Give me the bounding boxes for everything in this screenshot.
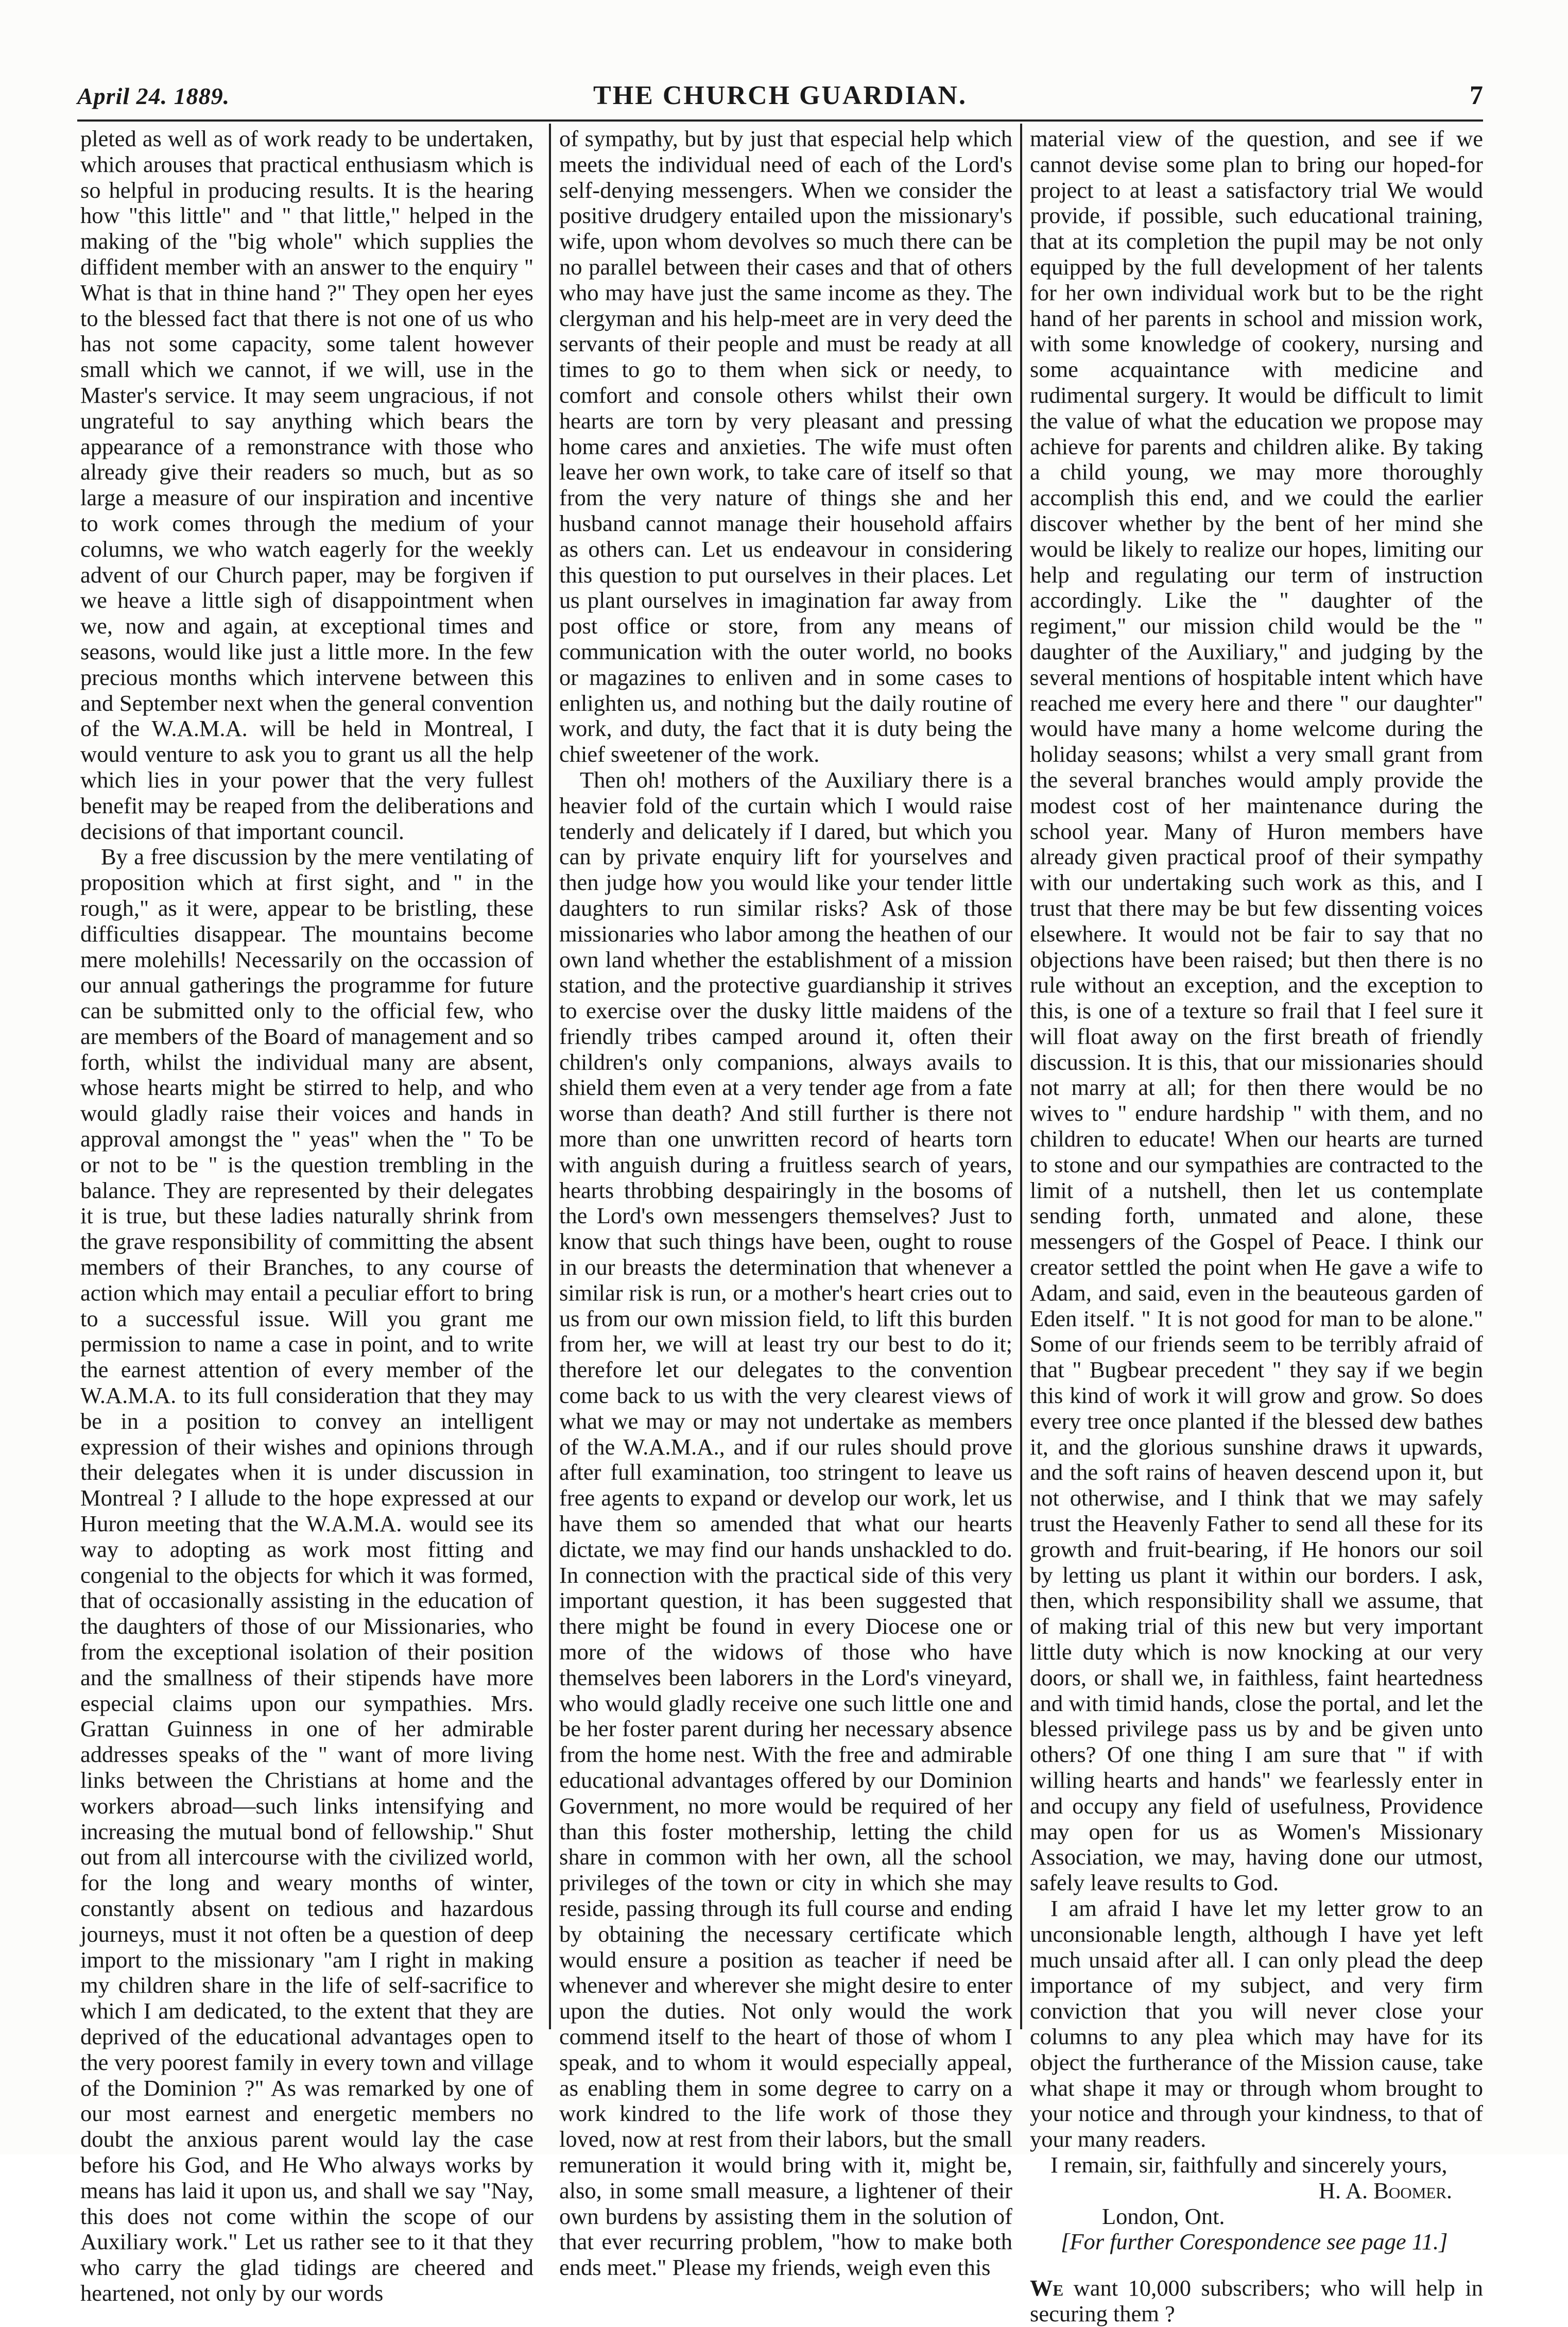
paragraph: I am afraid I have let my letter grow to an unconsionable length, although I have yet left much unsaid after all. I can only plead the deep importance of my subject, and very firm conviction that you will never close your columns to any plea which may have for its object the furtherance of the Mission cause, take what shape it may or through whom brought to your notice and through your kindness, to that of your many readers.: [1030, 1895, 1483, 2152]
subscriber-appeal-text: want 10,000 subscribers; who will help in securing them ?: [1030, 2275, 1483, 2326]
subscriber-appeal: [1030, 2275, 1483, 2327]
column-divider-2: [1020, 124, 1022, 2029]
header-rule: [77, 119, 1483, 122]
article-column-1: [80, 126, 533, 2306]
paragraph: material view of the question, and see if we cannot devise some plan to bring our hoped-for project to at least a satisfactory trial We would provide, if possible, such educational training, that at its completion the pupil may be not only equipped by the full development of her talents for her own individual work but to be the right hand of her parents in school and mission work, with some knowledge of cookery, nursing and some acquaintance with medicine and rudimental surgery. It would be difficult to limit the value of what the education we propose may achieve for parents and children alike. By taking a child young, we may more thoroughly accomplish this end, and we could the earlier discover whether by the bent of her mind she would be likely to realize our hopes, limiting our help and regulating our term of instruction accordingly. Like the " daughter of the regiment," our mission child would be the " daughter of the Auxiliary," and judging by the several mentions of hospitable intent which have reached me every here and there " our daughter" would have many a home welcome during the holiday seasons; whilst a very small grant from the several branches would amply provide the modest cost of her maintenance during the school year. Many of Huron members have already given practical proof of their sympathy with our undertaking such work as this, and I trust that there may be but few dissenting voices elsewhere. It would not be fair to say that no objections have been raised; but then there is no rule without an exception, and the exception to this, is one of a texture so frail that I feel sure it will float away on the first breath of friendly discussion. It is this, that our missionaries should not marry at all; for then there would be no wives to " endure hardship " with them, and no children to educate! When our hearts are turned to stone and our sympathies are contracted to the limit of a nutshell, then let us contemplate sending forth, unmated and alone, these messengers of the Gospel of Peace. I think our creator settled the point when He gave a wife to Adam, and said, even in the beauteous garden of Eden itself. " It is not good for man to be alone." Some of our friends seem to be terribly afraid of that " Bugbear precedent " they say if we begin this kind of work it will grow and grow. So does every tree once planted if the blessed dew bathes it, and the glorious sunshine draws it upwards, and the soft rains of heaven descend upon it, but not otherwise, and I think that we may safely trust the Heavenly Father to send all these for its growth and fruit-bearing, if He honors our soil by letting us plant it within our borders. I ask, then, which responsibility shall we assume, that of making trial of this new but very important little duty which is now knocking at our very doors, or shall we, in faithless, faint heartedness and with timid hands, close the portal, and let the blessed privilege pass us by and be given unto others? Of one thing I am sure that " if with willing hearts and hands" we fearlessly enter in and occupy any field of usefulness, Providence may open for us as Women's Missionary Association, we may, having done our utmost, safely leave results to God.: [1030, 126, 1483, 1896]
paragraph: By a free discussion by the mere ventilating of proposition which at first sight, and " in the rough," as it were, appear to be bristling, these difficulties disappear. The mountains become mere molehills! Necessarily on the occassion of our annual gatherings the programme for future can be submitted only to the official few, who are members of the Board of management and so forth, whilst the individual many are absent, whose hearts might be stirred to help, and who would gladly raise their voices and hands in approval amongst the " yeas" when the " To be or not to be " is the question trembling in the balance. They are represented by their delegates it is true, but these ladies naturally shrink from the grave responsibility of committing the absent members of their Branches, to any course of action which may entail a peculiar effort to bring to a successful issue. Will you grant me permission to name a case in point, and to write the earnest attention of every member of the W.A.M.A. to its full consideration that they may be in a position to convey an intelligent expression of their wishes and opinions through their delegates when it is under discussion in Montreal ? I allude to the hope expressed at our Huron meeting that the W.A.M.A. would see its way to adopting as work most fitting and congenial to the objects for which it was formed, that of occasionally assisting in the education of the daughters of those of our Missionaries, who from the exceptional isolation of their position and the smallness of their stipends have more especial claims upon our sympathies. Mrs. Grattan Guinness in one of her admirable addresses speaks of the " want of more living links between the Christians at home and the workers abroad—such links intensifying and increasing the mutual bond of fellowship." Shut out from all intercourse with the civilized world, for the long and weary months of winter, constantly absent on tedious and hazardous journeys, must it not often be a question of deep import to the missionary "am I right in making my children share in the life of self-sacrifice to which I am dedicated, to the extent that they are deprived of the educational advantages open to the very poorest family in every town and village of the Dominion ?" As was remarked by one of our most earnest and energetic members no doubt the anxious parent would lay the case before his God, and He Who always works by means has laid it upon us, and shall we say "Nay, this does not come within the scope of our Auxiliary work." Let us rather see to it that they who carry the glad tidings are cheered and heartened, not only by our words: [80, 844, 533, 2306]
masthead: [77, 77, 1483, 113]
subscriber-appeal-lead: We: [1030, 2275, 1064, 2301]
correspondence-note: [For further Corespondence see page 11.]: [1061, 2229, 1448, 2255]
letter-signature: H. A. Boomer.: [1318, 2177, 1452, 2203]
page-number: 7: [1470, 81, 1483, 110]
article-column-3: [1030, 126, 1483, 2326]
issue-date: April 24. 1889.: [77, 83, 230, 109]
article-column-2: [559, 126, 1012, 2281]
letter-closing: I remain, sir, faithfully and sincerely yours,: [1050, 2151, 1448, 2178]
newspaper-title: THE CHURCH GUARDIAN.: [593, 81, 967, 110]
letter-place: London, Ont.: [1102, 2203, 1225, 2229]
column-divider-1: [549, 124, 551, 2029]
paragraph: of sympathy, but by just that especial help which meets the individual need of each of the Lord's self-denying messengers. When we consider the positive drudgery entailed upon the missionary's wife, upon whom devolves so much there can be no parallel between their cases and that of others who may have just the same income as they. The clergyman and his help-meet are in very deed the servants of their people and must be ready at all times to go to them when sick or needy, to comfort and console others whilst their own hearts are torn by very pleasant and pressing home cares and anxieties. The wife must often leave her own work, to take care of itself so that from the very nature of things she and her husband cannot manage their household affairs as others can. Let us endeavour in considering this question to put ourselves in their places. Let us plant ourselves in imagination far away from post office or store, from any means of communication with the outer world, no books or magazines to enliven and in some cases to enlighten us, and nothing but the daily routine of work, and duty, the fact that it is duty being the chief sweetener of the work.: [559, 126, 1012, 767]
paragraph: pleted as well as of work ready to be undertaken, which arouses that practical enthusiasm which is so helpful in producing results. It is the hearing how "this little" and " that little," helped in the making of the "big whole" which supplies the diffident member with an answer to the enquiry " What is that in thine hand ?" They open her eyes to the blessed fact that there is not one of us who has not some capacity, some talent however small which we cannot, if we will, use in the Master's service. It may seem ungracious, if not ungrateful to say anything which bears the appearance of a remonstrance with those who already give their readers so much, but as so large a measure of our inspiration and incentive to work comes through the medium of your columns, we who watch eagerly for the weekly advent of our Church paper, may be forgiven if we heave a little sigh of disappointment when we, now and again, at exceptional times and seasons, would like just a little more. In the few precious months which intervene between this and September next when the general convention of the W.A.M.A. will be held in Montreal, I would venture to ask you to grant us all the help which lies in your power that the very fullest benefit may be reaped from the deliberations and decisions of that important council.: [80, 126, 533, 844]
paragraph: Then oh! mothers of the Auxiliary there is a heavier fold of the curtain which I would raise tenderly and delicately if I dared, but which you can by private enquiry lift for yourselves and then judge how you would like your tender little daughters to run similar risks? Ask of those missionaries who labor among the heathen of our own land whether the establishment of a mission station, and the protective guardianship it strives to exercise over the dusky little maidens of the friendly tribes camped around it, often their children's only companions, always avails to shield them even at a very tender age from a fate worse than death? And still further is there not more than one unwritten record of hearts torn with anguish during a fruitless search of years, hearts throbbing despairingly in the bosoms of the Lord's own messengers themselves? Just to know that such things have been, ought to rouse in our breasts the determination that whenever a similar risk is run, or a mother's heart cries out to us from our own mission field, to lift this burden from her, we will at least try our best to do it; therefore let our delegates to the convention come back to us with the very clearest views of what we may or may not undertake as members of the W.A.M.A., and if our rules should prove after full examination, too stringent to leave us free agents to expand or develop our work, let us have them so amended that what our hearts dictate, we may find our hands unshackled to do. In connection with the practical side of this very important question, it has been suggested that there might be found in every Diocese one or more of the widows of those who have themselves been laborers in the Lord's vineyard, who would gladly receive one such little one and be her foster parent during her necessary absence from the home nest. With the free and admirable educational advantages offered by our Dominion Government, no more would be required of her than this foster mothership, letting the child share in common with her own, all the school privileges of the town or city in which she may reside, passing through its full course and ending by obtaining the necessary certificate which would ensure a position as teacher if need be whenever and wherever she might desire to enter upon the duties. Not only would the work commend itself to the heart of those of whom I speak, and to whom it would especially appeal, as enabling them in some degree to carry on a work kindred to the life work of those they loved, now at rest from their labors, but the small remuneration it would bring with it, might be, also, in some small measure, a lightener of their own burdens by assisting them in the solution of that ever recurring problem, "how to make both ends meet." Please my friends, weigh even this: [559, 766, 1012, 2281]
